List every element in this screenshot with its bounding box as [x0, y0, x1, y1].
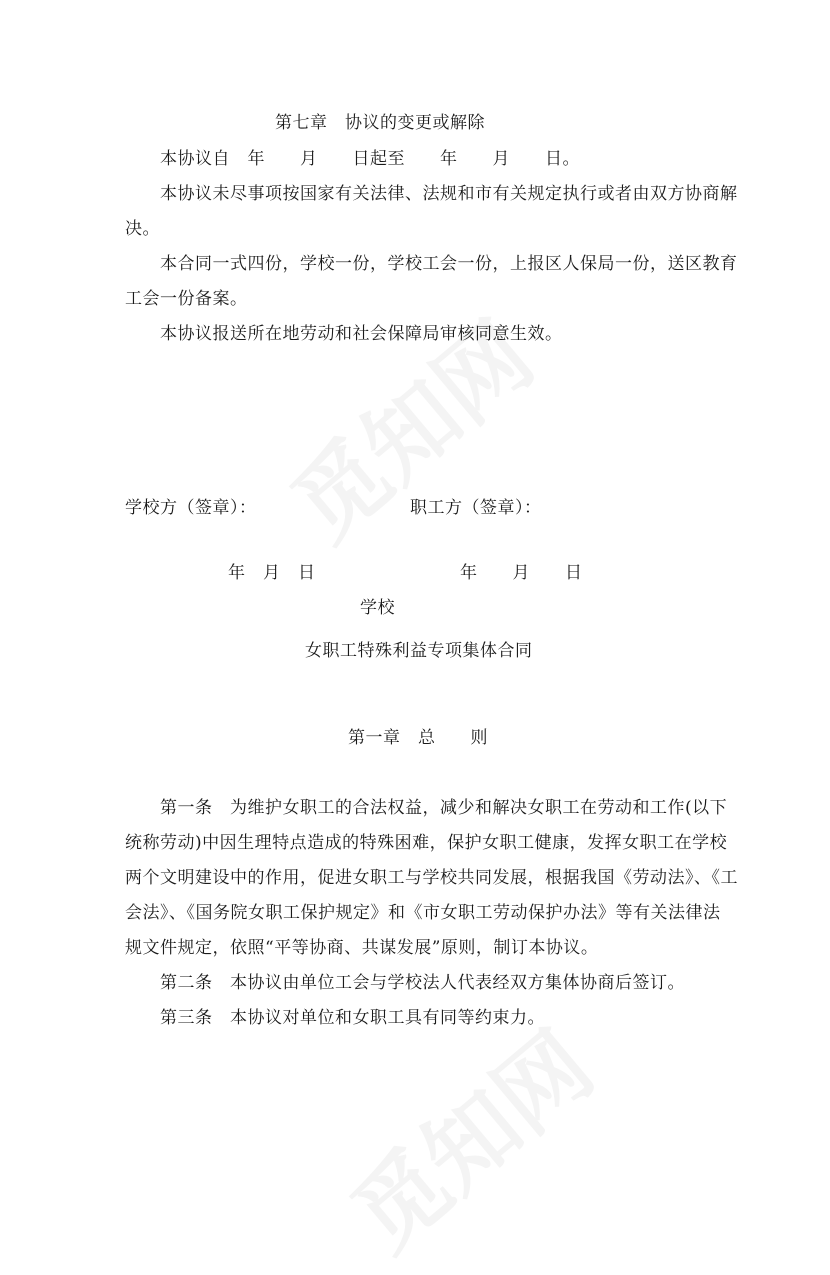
chapter7-paragraph-3-line-2: 工会一份备案。 [125, 289, 248, 309]
chapter7-paragraph-2-line-1: 本协议未尽事项按国家有关法律、法规和市有关规定执行或者由双方协商解 [160, 184, 738, 204]
school-party-signature: 学校方（签章）： [125, 498, 257, 518]
article-1-line-4: 会法》、《国务院女职工保护规定》和《市女职工劳动保护办法》等有关法律法 [125, 903, 721, 923]
watermark [320, 997, 616, 1275]
chapter7-paragraph-1: 本协议自 年 月 日起至 年 月 日。 [160, 149, 580, 169]
chapter1-title: 第一章 总 则 [348, 728, 488, 748]
article-2: 第二条 本协议由单位工会与学校法人代表经双方集体协商后签订。 [160, 973, 685, 993]
article-3: 第三条 本协议对单位和女职工具有同等约束力。 [160, 1008, 545, 1028]
chapter7-paragraph-4: 本协议报送所在地劳动和社会保障局审核同意生效。 [160, 324, 563, 344]
staff-party-signature: 职工方（签章）： [410, 498, 542, 518]
contract-title: 女职工特殊利益专项集体合同 [305, 641, 533, 661]
chapter7-paragraph-2-line-2: 决。 [125, 219, 160, 239]
article-1-line-5: 规文件规定，依照“平等协商、共谋发展”原则，制订本协议。 [125, 938, 599, 958]
article-1-line-3: 两个文明建设中的作用，促进女职工与学校共同发展，根据我国《劳动法》、《工 [125, 868, 738, 888]
article-1-line-2: 统称劳动)中因生理特点造成的特殊困难，保护女职工健康，发挥女职工在学校 [125, 833, 728, 853]
chapter7-title: 第七章 协议的变更或解除 [275, 113, 485, 133]
school-signature-date: 年 月 日 [228, 563, 316, 583]
chapter7-paragraph-3-line-1: 本合同一式四份，学校一份，学校工会一份，上报区人保局一份，送区教育 [160, 254, 738, 274]
staff-signature-date: 年 月 日 [460, 563, 583, 583]
school-name: 学校 [360, 598, 395, 618]
article-1-line-1: 第一条 为维护女职工的合法权益，减少和解决女职工在劳动和工作(以下 [160, 798, 728, 818]
